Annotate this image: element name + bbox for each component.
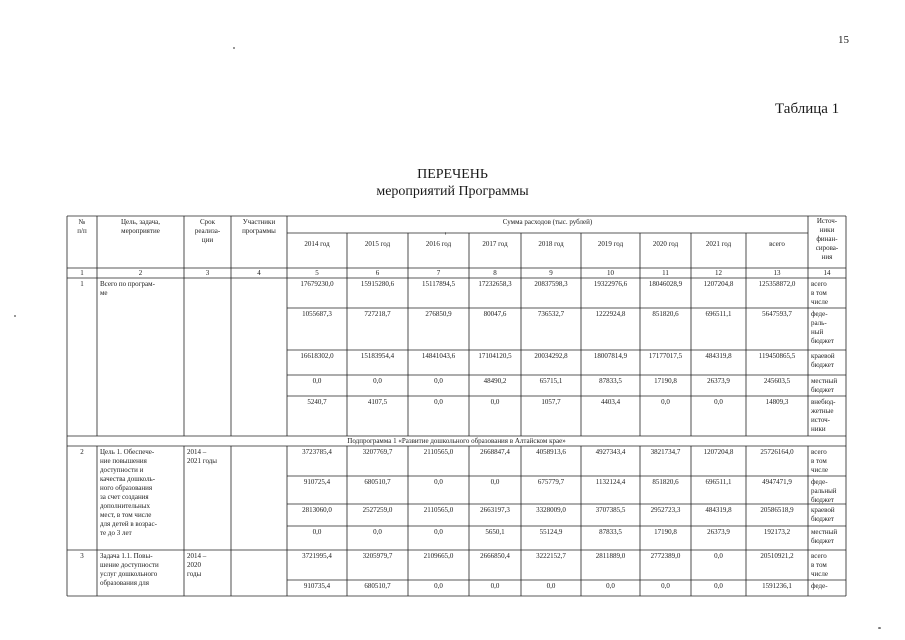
value-cell: 0,0 bbox=[714, 398, 723, 406]
col-number: 10 bbox=[607, 269, 614, 277]
value-cell: 16618302,0 bbox=[300, 352, 334, 360]
value-cell: 20034292,8 bbox=[534, 352, 568, 360]
value-cell: 17190,8 bbox=[654, 377, 677, 385]
col-header-year: 2021 год bbox=[705, 240, 732, 248]
value-cell: 17104120,5 bbox=[478, 352, 512, 360]
title-line-2: мероприятий Программы bbox=[376, 184, 529, 199]
value-cell: 3821734,7 bbox=[650, 448, 681, 456]
value-cell: 26373,9 bbox=[707, 528, 730, 536]
col-header-year: 2018 год bbox=[538, 240, 564, 248]
value-cell: 0,0 bbox=[714, 552, 723, 560]
value-cell: 4107,5 bbox=[367, 398, 388, 406]
value-cell: 3207769,7 bbox=[362, 448, 393, 456]
value-cell: 0,0 bbox=[434, 398, 443, 406]
value-cell: 0,0 bbox=[661, 398, 670, 406]
value-cell: 192173,2 bbox=[763, 528, 791, 536]
value-cell: 3721995,4 bbox=[302, 552, 332, 560]
col-number: 6 bbox=[375, 269, 380, 277]
value-cell: 4403,4 bbox=[600, 398, 621, 406]
value-cell: 2663197,3 bbox=[480, 506, 510, 514]
col-number: 9 bbox=[549, 269, 553, 277]
row-name: Цель 1. Обеспече- ние повышения доступности и качества дошколь- ного образования за счет создания дополнительных мест, в том числе для детей в возрас- те до 3 лет bbox=[100, 448, 157, 537]
value-cell: 0,0 bbox=[490, 582, 500, 590]
value-cell: 18007814,9 bbox=[593, 352, 628, 360]
value-cell: 2110565,0 bbox=[423, 448, 454, 456]
col-number: 11 bbox=[662, 269, 669, 277]
value-cell: 5647593,7 bbox=[762, 310, 792, 318]
value-cell: 14809,3 bbox=[765, 398, 789, 406]
col-number: 1 bbox=[80, 269, 84, 277]
col-header-year: всего bbox=[769, 240, 785, 248]
value-cell: 17190,8 bbox=[654, 528, 677, 536]
col-number: 4 bbox=[257, 269, 261, 277]
value-cell: 0,0 bbox=[434, 377, 443, 385]
value-cell: 3723785,4 bbox=[302, 448, 332, 456]
value-cell: 26373,9 bbox=[707, 377, 730, 385]
value-cell: 696511,1 bbox=[705, 478, 732, 486]
value-cell: 910735,4 bbox=[303, 582, 331, 590]
value-cell: 2668847,4 bbox=[480, 448, 510, 456]
row-name: Задача 1.1. Повы- шение доступности услуг дошкольного образования для bbox=[100, 552, 159, 587]
value-cell: 0,0 bbox=[312, 528, 322, 536]
value-cell: 484319,8 bbox=[705, 352, 732, 360]
value-cell: 727218,7 bbox=[364, 310, 391, 318]
value-cell: 4947471,9 bbox=[762, 478, 792, 486]
value-cell: 851820,6 bbox=[652, 310, 679, 318]
value-cell: 0,0 bbox=[434, 478, 443, 486]
value-cell: 276850,9 bbox=[425, 310, 452, 318]
value-cell: 0,0 bbox=[714, 582, 723, 590]
col-header-year: 2019 год bbox=[597, 240, 624, 248]
source-cell: феде- раль- ный бюджет bbox=[811, 310, 834, 345]
value-cell: 5240,7 bbox=[307, 398, 327, 406]
col-number: 12 bbox=[715, 269, 722, 277]
value-cell: 48490,2 bbox=[483, 377, 507, 385]
source-cell: краевой бюджет bbox=[811, 506, 835, 523]
row-term: 2014 – 2020 годы bbox=[187, 552, 207, 578]
col-number: 2 bbox=[138, 269, 143, 277]
value-cell: 0,0 bbox=[606, 582, 615, 590]
value-cell: 0,0 bbox=[434, 582, 443, 590]
value-cell: 18046028,9 bbox=[648, 280, 683, 288]
value-cell: 2811889,0 bbox=[595, 552, 626, 560]
value-cell: 87833,5 bbox=[599, 377, 622, 385]
value-cell: 4058913,6 bbox=[536, 448, 566, 456]
value-cell: 0,0 bbox=[490, 478, 500, 486]
col-header-year: 2015 год bbox=[364, 240, 391, 248]
table-label: Таблица 1 bbox=[775, 101, 840, 117]
value-cell: 2952723,3 bbox=[650, 506, 681, 514]
value-cell: 484319,8 bbox=[705, 506, 732, 514]
row-term: 2014 – 2021 годы bbox=[187, 448, 218, 465]
value-cell: 80047,6 bbox=[483, 310, 507, 318]
col-header-term: Срок реализа- ции bbox=[194, 218, 221, 244]
value-cell: 19322976,6 bbox=[593, 280, 628, 288]
value-cell: 20510921,2 bbox=[760, 552, 794, 560]
col-header-num: № п/п bbox=[77, 218, 87, 235]
row-number: 1 bbox=[80, 280, 84, 288]
col-header-year: 2014 год bbox=[304, 240, 330, 248]
value-cell: 0,0 bbox=[373, 528, 382, 536]
value-cell: 1057,7 bbox=[541, 398, 561, 406]
value-cell: 0,0 bbox=[312, 377, 322, 385]
col-header-year: 2016 год bbox=[425, 240, 452, 248]
value-cell: 17679230,0 bbox=[300, 280, 334, 288]
value-cell: 20837598,3 bbox=[534, 280, 568, 288]
value-cell: 3205979,7 bbox=[362, 552, 393, 560]
value-cell: 3707385,5 bbox=[595, 506, 626, 514]
value-cell: 1207204,8 bbox=[703, 280, 734, 288]
value-cell: 15117894,5 bbox=[422, 280, 455, 288]
source-cell: внебюд- жетные источ- ники bbox=[811, 398, 836, 433]
value-cell: 696511,1 bbox=[705, 310, 732, 318]
value-cell: 2813060,0 bbox=[302, 506, 332, 514]
source-cell: местный бюджет bbox=[811, 528, 838, 545]
value-cell: 125358872,0 bbox=[758, 280, 796, 288]
row-number: 3 bbox=[80, 552, 84, 560]
col-number: 7 bbox=[436, 269, 441, 277]
col-header-year: 2020 год bbox=[652, 240, 679, 248]
value-cell: 3222152,7 bbox=[536, 552, 566, 560]
value-cell: 55124,9 bbox=[539, 528, 563, 536]
source-cell: местный бюджет bbox=[811, 377, 838, 394]
value-cell: 20586518,9 bbox=[760, 506, 794, 514]
source-cell: феде- ральный бюджет bbox=[811, 478, 837, 504]
subprogram-title: Подпрограмма 1 «Развитие дошкольного образования в Алтайском крае» bbox=[347, 437, 566, 445]
source-cell: всего в том числе bbox=[811, 552, 828, 578]
value-cell: 1055687,3 bbox=[302, 310, 332, 318]
value-cell: 25726164,0 bbox=[760, 448, 794, 456]
source-cell: краевой бюджет bbox=[811, 352, 835, 369]
page-number: 15 bbox=[838, 34, 849, 46]
col-header-sum: Сумма расходов (тыс. рублей) bbox=[502, 218, 593, 226]
value-cell: 736532,7 bbox=[537, 310, 565, 318]
value-cell: 15915280,6 bbox=[360, 280, 395, 288]
value-cell: 17232658,3 bbox=[478, 280, 512, 288]
value-cell: 910725,4 bbox=[303, 478, 331, 486]
col-number: 5 bbox=[315, 269, 319, 277]
value-cell: 4927343,4 bbox=[595, 448, 626, 456]
row-name: Всего по програм- ме bbox=[100, 280, 155, 297]
value-cell: 1222924,8 bbox=[595, 310, 626, 318]
col-number: 13 bbox=[773, 269, 781, 277]
value-cell: 0,0 bbox=[490, 398, 500, 406]
value-cell: 1591236,1 bbox=[762, 582, 792, 590]
value-cell: 0,0 bbox=[434, 528, 443, 536]
value-cell: 87833,5 bbox=[599, 528, 622, 536]
col-header-year: 2017 год bbox=[482, 240, 508, 248]
col-number: 14 bbox=[823, 269, 831, 277]
value-cell: 17177017,5 bbox=[648, 352, 683, 360]
value-cell: 5650,1 bbox=[485, 528, 505, 536]
value-cell: 0,0 bbox=[373, 377, 382, 385]
value-cell: 65715,1 bbox=[539, 377, 563, 385]
value-cell: 1207204,8 bbox=[703, 448, 734, 456]
title-line-1: ПЕРЕЧЕНЬ bbox=[417, 167, 488, 182]
value-cell: 1132124,4 bbox=[595, 478, 626, 486]
value-cell: 0,0 bbox=[661, 582, 670, 590]
value-cell: 851820,6 bbox=[652, 478, 679, 486]
col-number: 8 bbox=[493, 269, 497, 277]
value-cell: 119450865,5 bbox=[758, 352, 796, 360]
source-cell: всего в том числе bbox=[811, 280, 828, 306]
value-cell: 2666850,4 bbox=[480, 552, 510, 560]
source-cell: феде- bbox=[811, 582, 828, 590]
col-header-goal: Цель, задача, мероприятие bbox=[121, 218, 160, 235]
col-header-source: Источ- ники финан- сирова- ния bbox=[815, 217, 839, 261]
value-cell: 680510,7 bbox=[364, 582, 391, 590]
value-cell: 14841043,6 bbox=[421, 352, 456, 360]
value-cell: 680510,7 bbox=[364, 478, 391, 486]
source-cell: всего в том числе bbox=[811, 448, 828, 474]
value-cell: 3328009,0 bbox=[536, 506, 566, 514]
value-cell: 2527259,0 bbox=[362, 506, 393, 514]
value-cell: 2772389,0 bbox=[650, 552, 681, 560]
value-cell: 2109665,0 bbox=[423, 552, 454, 560]
value-cell: 675779,7 bbox=[537, 478, 565, 486]
col-number: 3 bbox=[205, 269, 210, 277]
value-cell: 2110565,0 bbox=[423, 506, 454, 514]
value-cell: 15183954,4 bbox=[360, 352, 395, 360]
col-header-participants: Участники программы bbox=[242, 218, 276, 235]
row-number: 2 bbox=[80, 448, 84, 456]
value-cell: 245603,5 bbox=[763, 377, 791, 385]
value-cell: 0,0 bbox=[546, 582, 556, 590]
